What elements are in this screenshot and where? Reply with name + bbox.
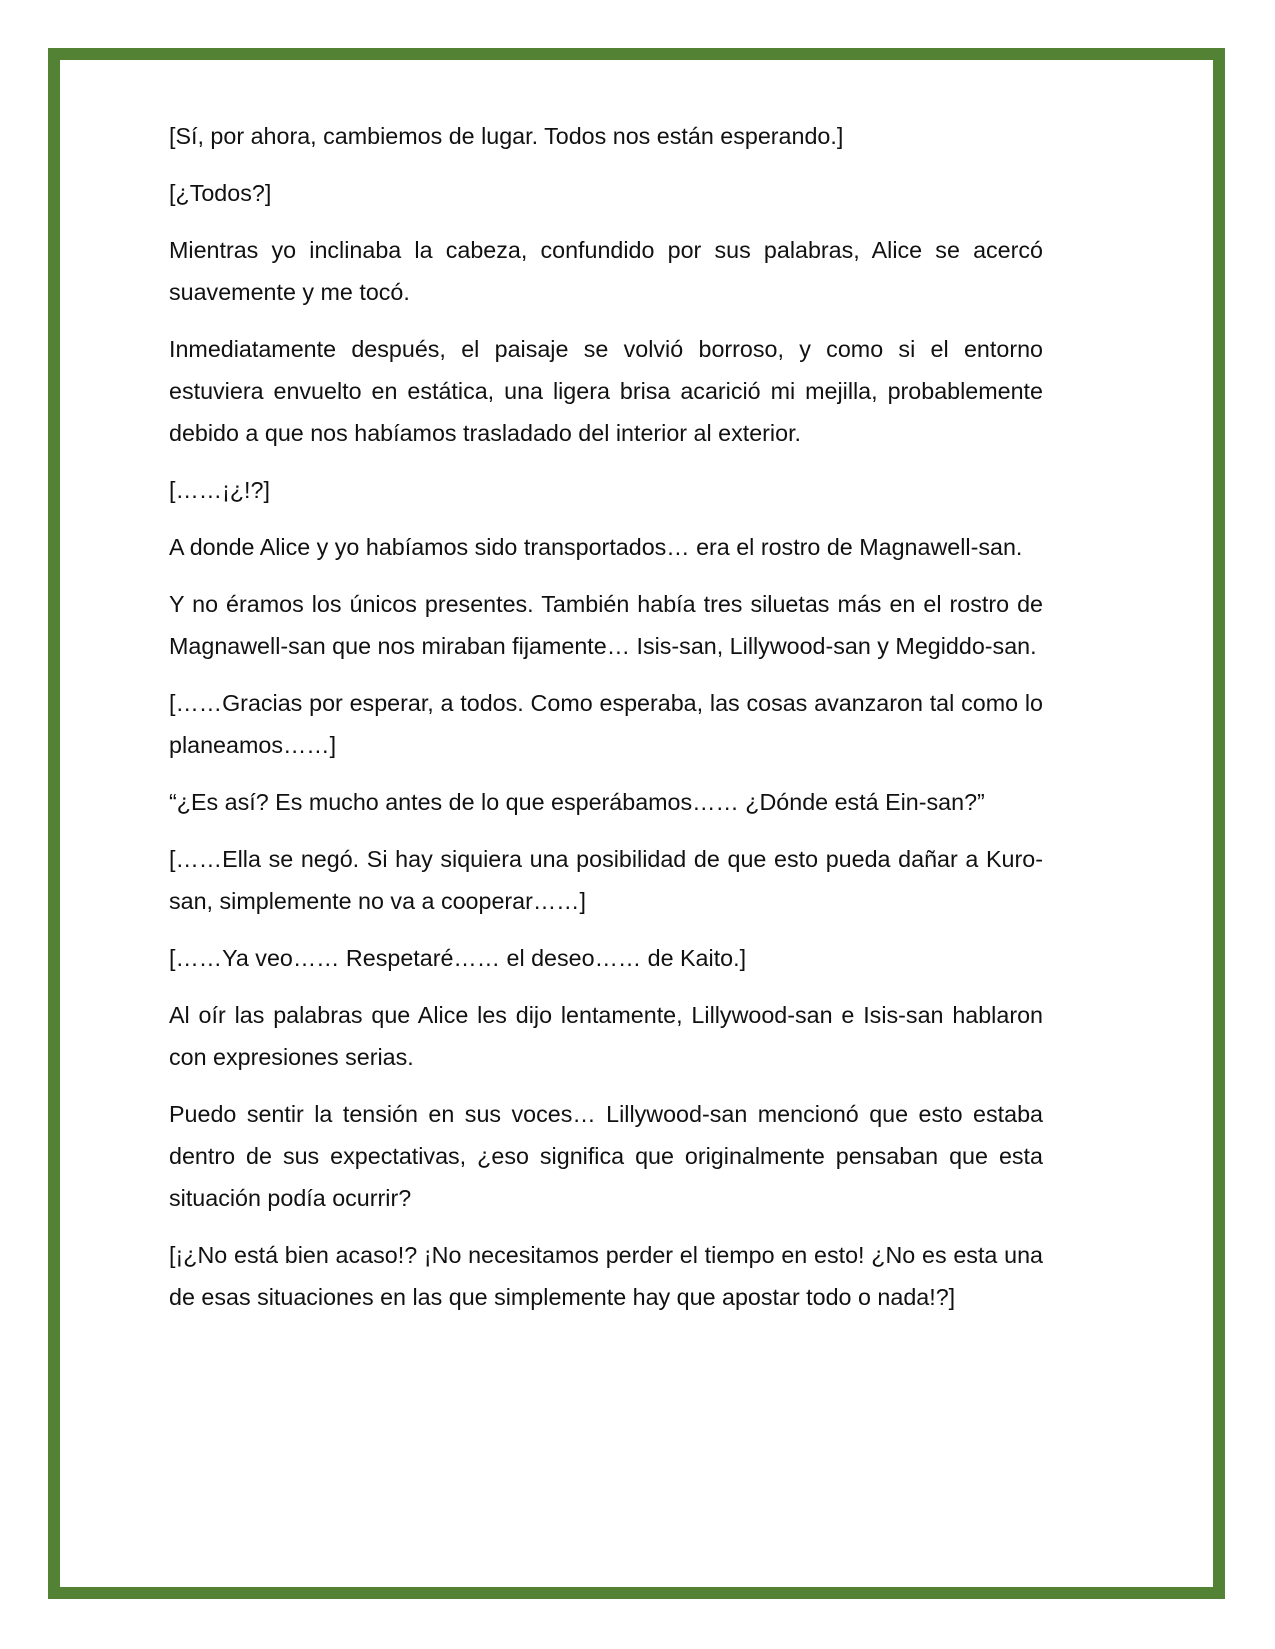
paragraph: Al oír las palabras que Alice les dijo lentamente, Lillywood-san e Isis-san hablaron con expresiones serias. xyxy=(169,1002,1043,1071)
paragraph: Y no éramos los únicos presentes. También había tres siluetas más en el rostro de Magnawell-san que nos miraban fijamente… Isis-san, Lillywood-san y Megiddo-san. xyxy=(169,591,1043,660)
paragraph: Puedo sentir la tensión en sus voces… Lillywood-san mencionó que esto estaba dentro de sus expectativas, ¿eso significa que originalmente pensaban que esta situación podía ocurrir? xyxy=(169,1101,1043,1211)
paragraph: “¿Es así? Es mucho antes de lo que esperábamos…… ¿Dónde está Ein-san?” xyxy=(169,789,985,816)
paragraph: A donde Alice y yo habíamos sido transportados… era el rostro de Magnawell-san. xyxy=(169,534,1023,561)
paragraph: [¡¿No está bien acaso!? ¡No necesitamos perder el tiempo en esto! ¿No es esta una de esas situaciones en las que simplemente hay que apostar todo o nada!?] xyxy=(169,1241,1043,1310)
paragraph: [……Ya veo…… Respetaré…… el deseo…… de Kaito.] xyxy=(169,945,747,972)
paragraph: [……Ella se negó. Si hay siquiera una posibilidad de que esto pueda dañar a Kuro-san, simplemente no va a cooperar……] xyxy=(169,846,1043,915)
paragraph: Mientras yo inclinaba la cabeza, confundido por sus palabras, Alice se acercó suavemente y me tocó. xyxy=(169,237,1043,306)
paragraph: [Sí, por ahora, cambiemos de lugar. Todos nos están esperando.] xyxy=(169,123,844,149)
paragraph: [……¡¿!?] xyxy=(169,476,270,503)
paragraph: [¿Todos?] xyxy=(169,180,272,207)
paragraph: [……Gracias por esperar, a todos. Como esperaba, las cosas avanzaron tal como lo planeamos……] xyxy=(169,690,1043,758)
paragraph: Inmediatamente después, el paisaje se volvió borroso, y como si el entorno estuviera envuelto en estática, una ligera brisa acarició mi mejilla, probablemente debido a que nos habíamos trasladado del interior al exterior. xyxy=(169,336,1043,446)
document-body xyxy=(169,116,1043,1334)
